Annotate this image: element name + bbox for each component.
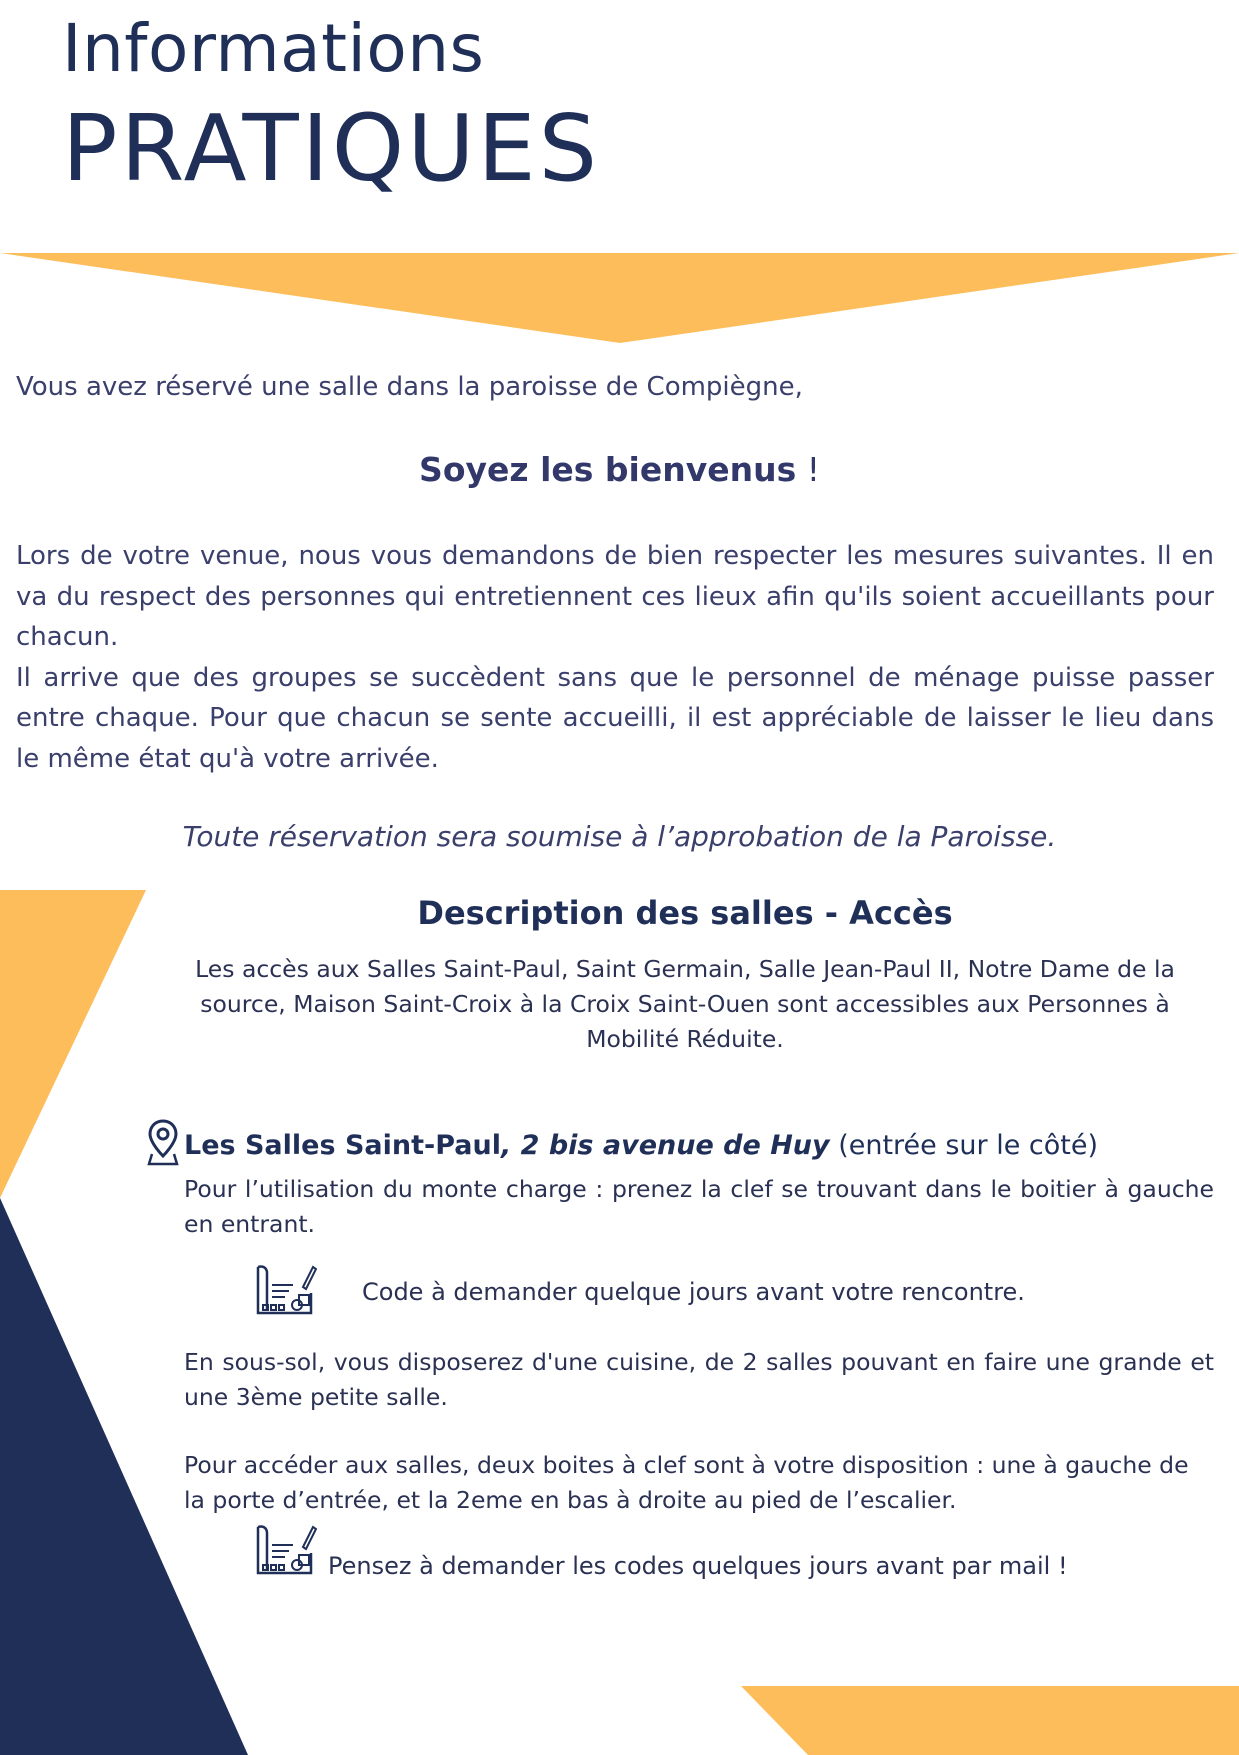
top-chevron-band bbox=[0, 253, 1239, 343]
left-yellow-triangle bbox=[0, 890, 146, 1198]
title-informations: Informations bbox=[62, 10, 485, 87]
welcome-punct: ! bbox=[796, 450, 820, 489]
reservation-note: Toute réservation sera soumise à l’approbation de la Paroisse. bbox=[182, 820, 1057, 853]
accessibility-text: Les accès aux Salles Saint-Paul, Saint Germain, Salle Jean-Paul II, Notre Dame de la source, Maison Saint-Croix à la Croix Saint-Ouen sont accessibles aux Personnes à Mobilité Réduite. bbox=[195, 955, 1175, 1053]
saint-paul-address: 2 bis avenue de Huy bbox=[511, 1130, 830, 1161]
bottom-yellow-band bbox=[741, 1686, 1239, 1755]
basement-text: En sous-sol, vous disposerez d'une cuisine, de 2 salles pouvant en faire une grande et une 3ème petite salle. bbox=[184, 1348, 1214, 1411]
saint-paul-name: Les Salles Saint-Paul bbox=[184, 1130, 501, 1161]
title-pratiques: PRATIQUES bbox=[62, 95, 601, 202]
lift-text: Pour l’utilisation du monte charge : prenez la clef se trouvant dans le boitier à gauche en entrant. bbox=[184, 1175, 1214, 1238]
saint-paul-entrance: (entrée sur le côté) bbox=[829, 1130, 1099, 1161]
welcome-heading bbox=[0, 450, 1239, 489]
intro-body bbox=[16, 536, 1214, 779]
keys-text: Pour accéder aux salles, deux boites à clef sont à votre disposition : une à gauche de la porte d’entrée, et la 2eme en bas à droite au pied de l’escalier. bbox=[184, 1451, 1189, 1514]
intro-paragraph-2: Il arrive que des groupes se succèdent sans que le personnel de ménage puisse passer entre chaque. Pour que chacun se sente accueilli, il est appréciable de laisser le lieu dans le même état qu'à votre arrivée. bbox=[16, 662, 1214, 774]
intro-greeting: Vous avez réservé une salle dans la paroisse de Compiègne, bbox=[16, 372, 803, 402]
intro-paragraph-1: Lors de votre venue, nous vous demandons de bien respecter les mesures suivantes. Il en va du respect des personnes qui entretiennent ces lieux afin qu'ils soient accueillants pour chacun. bbox=[16, 541, 1214, 652]
saint-paul-heading bbox=[184, 1130, 1098, 1161]
section-title-description: Description des salles - Accès bbox=[417, 894, 953, 932]
welcome-bold: Soyez les bienvenus bbox=[419, 450, 797, 489]
document-pen-icon bbox=[255, 1263, 317, 1321]
code-note: Code à demander quelque jours avant votre rencontre. bbox=[362, 1278, 1025, 1306]
location-pin-icon bbox=[147, 1118, 179, 1166]
codes-reminder: Pensez à demander les codes quelques jours avant par mail ! bbox=[328, 1552, 1068, 1580]
document-pen-icon-2 bbox=[255, 1523, 317, 1581]
saint-paul-comma: , bbox=[500, 1130, 512, 1161]
